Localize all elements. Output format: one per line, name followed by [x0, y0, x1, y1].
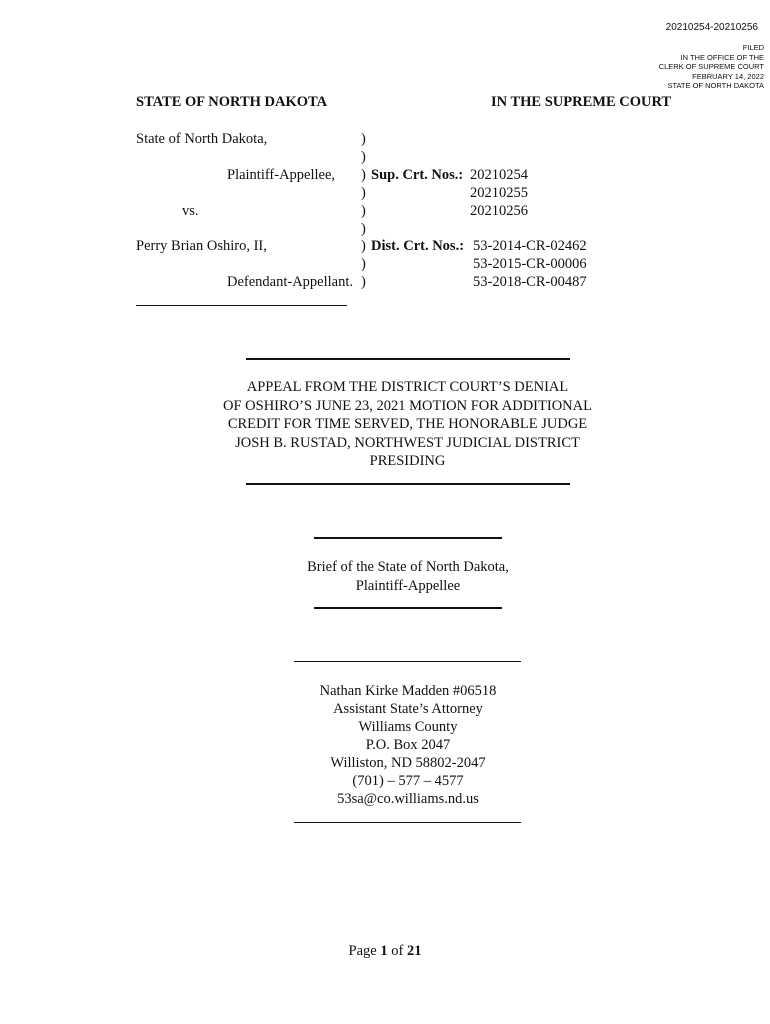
- attorney-po-box: P.O. Box 2047: [365, 737, 451, 753]
- stamp-line: STATE OF NORTH DAKOTA: [667, 81, 764, 90]
- appeal-top-rule: [246, 358, 570, 360]
- caption-paren: ): [361, 131, 366, 147]
- caption-paren: ): [361, 238, 366, 254]
- caption-underline: [136, 305, 347, 306]
- attorney-city: Williston, ND 58802-2047: [330, 755, 486, 771]
- defendant-role: Defendant-Appellant.: [227, 274, 354, 290]
- dist-court-number: 53-2018-CR-00487: [473, 274, 587, 290]
- of-word: of: [391, 943, 404, 959]
- caption-paren: ): [361, 149, 366, 165]
- page-current: 1: [380, 943, 388, 959]
- caption-paren: ): [361, 167, 366, 183]
- stamp-line: IN THE OFFICE OF THE: [680, 52, 764, 62]
- sup-court-label: Sup. Crt. Nos.:: [371, 167, 464, 183]
- brief-top-rule: [314, 537, 502, 539]
- attorney-bottom-rule: [294, 822, 521, 823]
- appeal-title-line: CREDIT FOR TIME SERVED, THE HONORABLE JUDGE: [227, 416, 588, 432]
- appeal-title-line: PRESIDING: [369, 453, 446, 469]
- page-number: [0, 943, 770, 960]
- dist-court-number: 53-2014-CR-02462: [473, 238, 587, 254]
- caption-paren: ): [361, 185, 366, 201]
- caption-paren: ): [361, 203, 366, 219]
- attorney-email: 53sa@co.williams.nd.us: [337, 791, 479, 807]
- brief-bottom-rule: [314, 607, 502, 609]
- stamp-line: FEBRUARY 14, 2022: [692, 71, 764, 81]
- attorney-name: Nathan Kirke Madden #06518: [319, 683, 497, 699]
- brief-title-line: Plaintiff-Appellee: [355, 577, 461, 594]
- caption-paren: ): [361, 256, 366, 272]
- header-court: IN THE SUPREME COURT: [491, 94, 672, 110]
- document-number: 20210254-20210256: [665, 22, 758, 33]
- brief-title-line: Brief of the State of North Dakota,: [307, 559, 509, 575]
- appeal-title-line: OF OSHIRO’S JUNE 23, 2021 MOTION FOR ADDITIONAL: [223, 397, 592, 414]
- appeal-bottom-rule: [246, 483, 570, 485]
- sup-court-number: 20210255: [470, 185, 528, 201]
- appeal-title-line: APPEAL FROM THE DISTRICT COURT’S DENIAL: [246, 379, 569, 395]
- versus: vs.: [182, 203, 199, 219]
- page-total: 21: [406, 943, 422, 959]
- attorney-title: Assistant State’s Attorney: [333, 701, 483, 717]
- plaintiff-role: Plaintiff-Appellee,: [227, 167, 336, 183]
- dist-court-label: Dist. Crt. Nos.:: [371, 238, 465, 254]
- stamp-line: CLERK OF SUPREME COURT: [658, 62, 764, 71]
- attorney-top-rule: [294, 661, 521, 662]
- header-state: STATE OF NORTH DAKOTA: [136, 94, 328, 110]
- brief-title: [258, 558, 558, 595]
- defendant-name: Perry Brian Oshiro, II,: [136, 238, 267, 254]
- plaintiff-name: State of North Dakota,: [136, 131, 268, 147]
- sup-court-number: 20210254: [470, 167, 528, 183]
- attorney-county: Williams County: [358, 719, 458, 735]
- page-word: Page: [348, 943, 377, 959]
- dist-court-number: 53-2015-CR-00006: [473, 256, 587, 272]
- appeal-title-line: JOSH B. RUSTAD, NORTHWEST JUDICIAL DISTRICT: [235, 434, 580, 451]
- appeal-title: [150, 378, 665, 471]
- caption-paren: ): [361, 274, 366, 290]
- filing-stamp: [659, 43, 764, 91]
- sup-court-number: 20210256: [470, 203, 528, 219]
- attorney-phone: (701) – 577 – 4577: [352, 773, 464, 789]
- caption-paren: ): [361, 221, 366, 237]
- attorney-block: [258, 682, 558, 808]
- stamp-line: FILED: [742, 43, 764, 52]
